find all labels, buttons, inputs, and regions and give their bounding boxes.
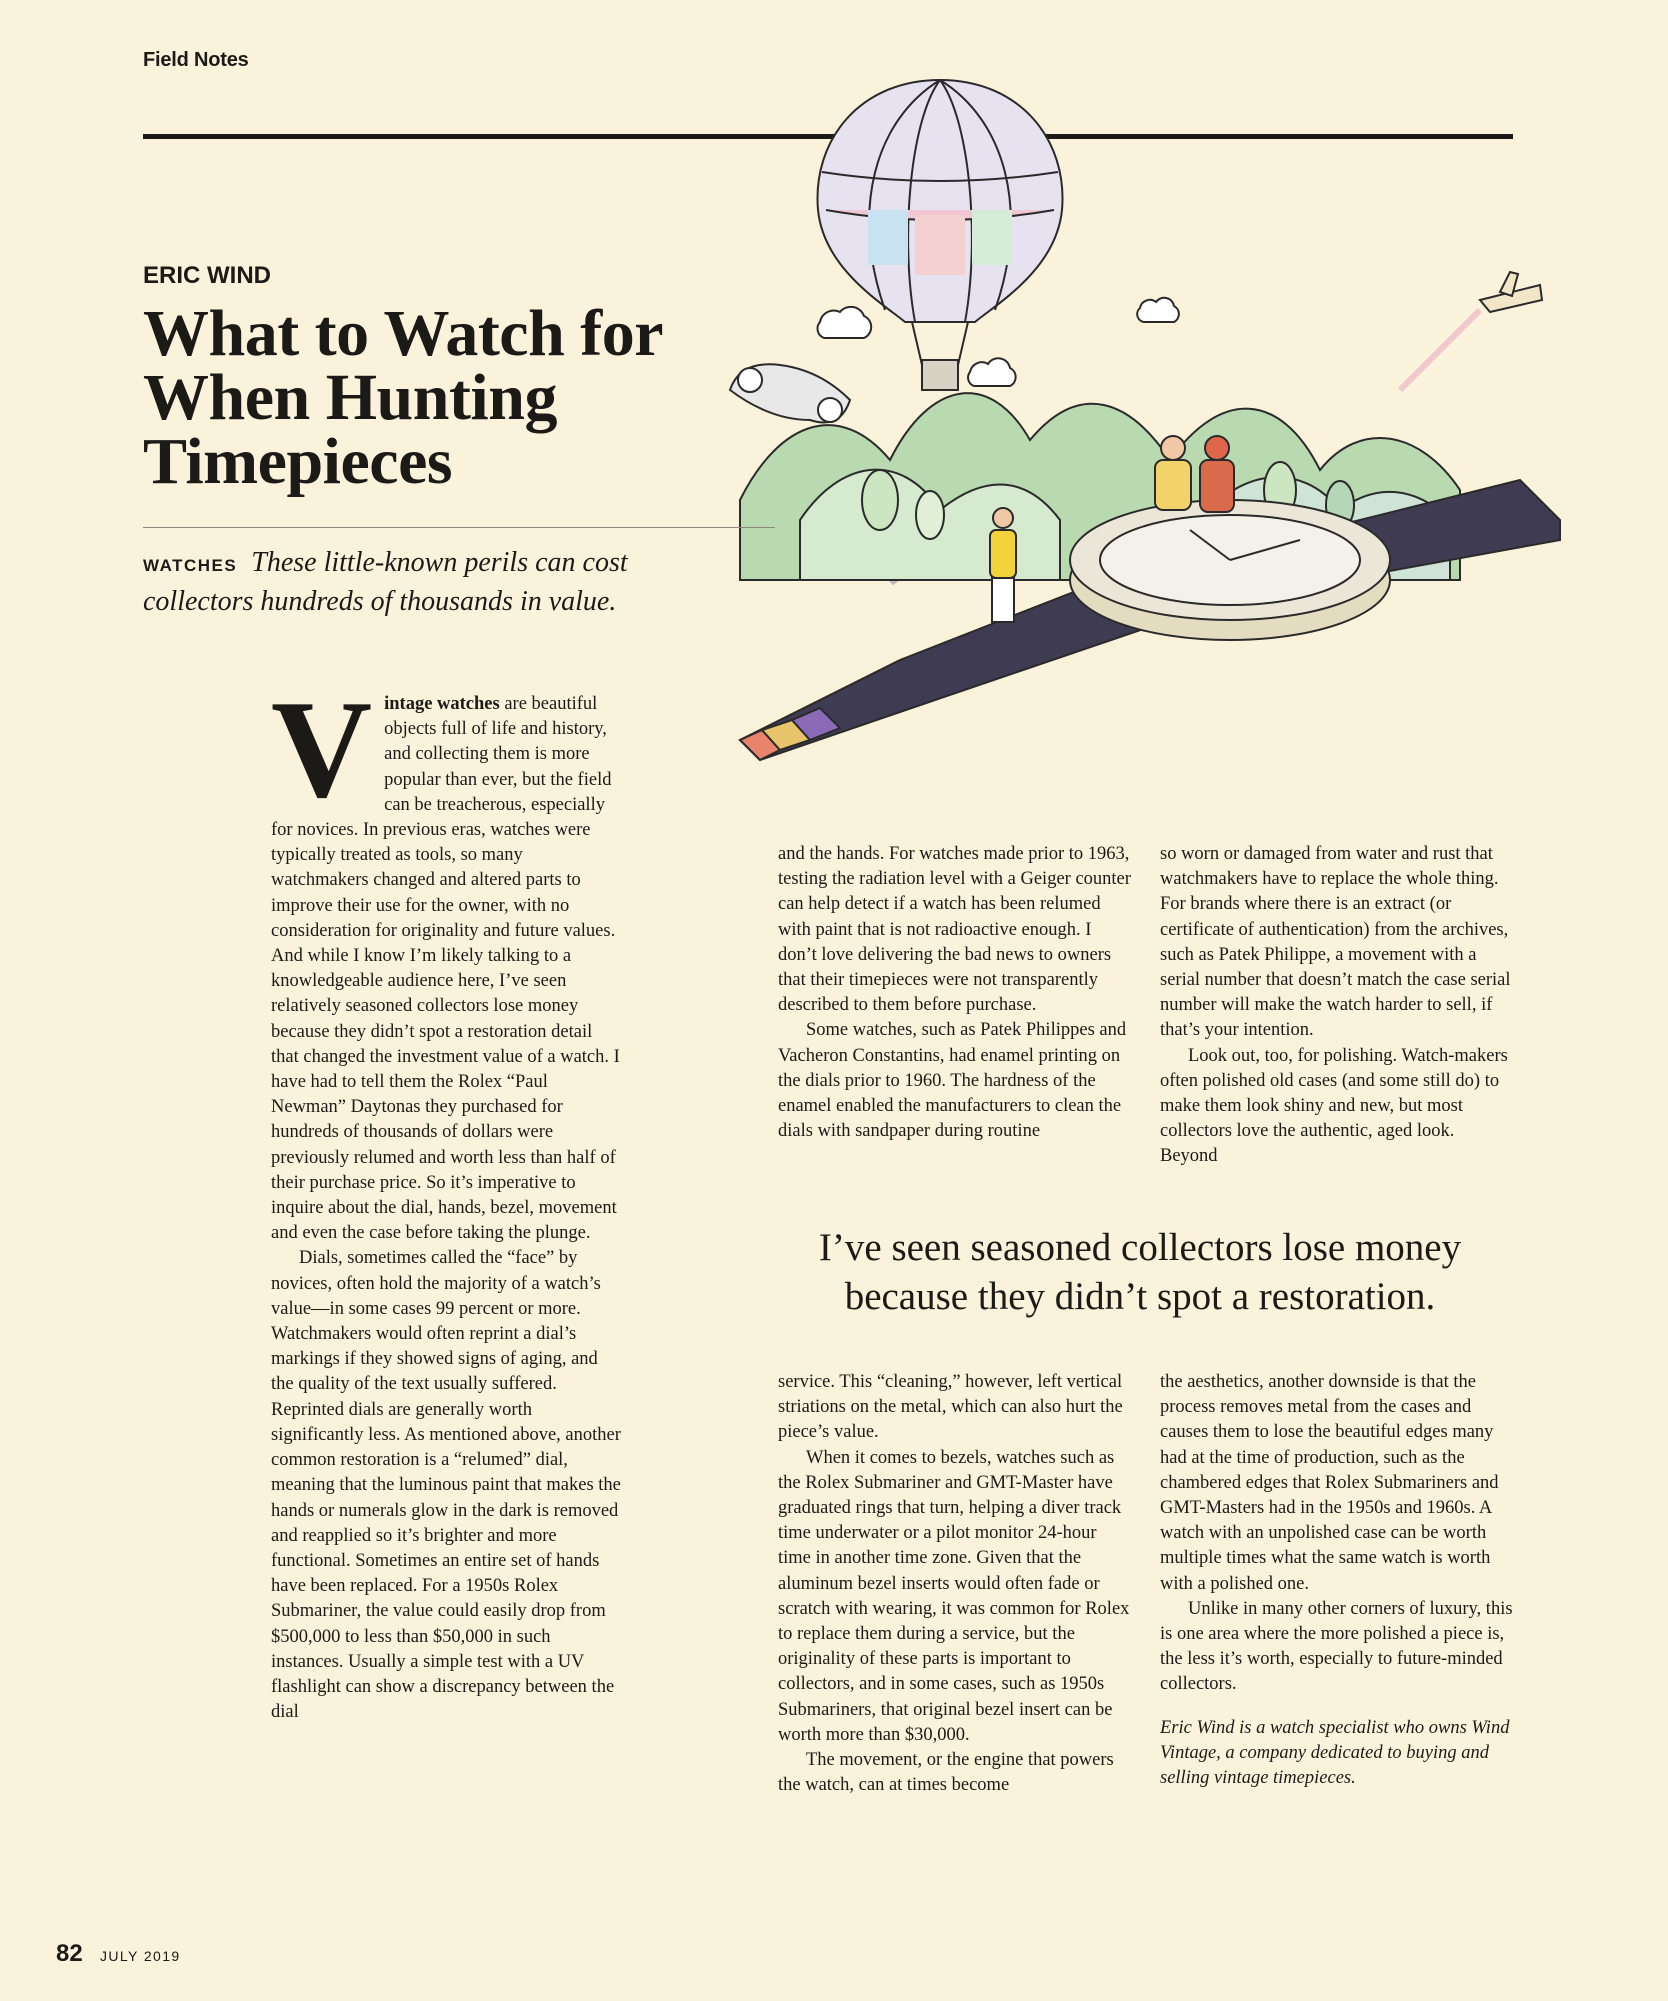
deck [143, 545, 743, 620]
author-bio: Eric Wind is a watch specialist who owns Wind Vintage, a company dedicated to buying and selling vintage timepieces. [1160, 1717, 1510, 1789]
airplane-icon [1400, 272, 1542, 390]
issue-date: JULY 2019 [100, 1948, 181, 1964]
body-column-3-top [1160, 842, 1516, 1170]
watch-case-icon [1070, 500, 1390, 640]
paragraph: Look out, too, for polishing. Watch-makers often polished old cases (and some still do) to make them look shiny and new, but most collectors love the authentic, aged look. Beyond [1160, 1045, 1508, 1167]
lead-in: intage watches [384, 694, 500, 714]
clouds-icon [817, 298, 1178, 386]
body-column-1 [271, 672, 621, 1725]
drop-cap: V [271, 672, 373, 827]
paragraph [271, 672, 621, 1246]
paragraph: Dials, sometimes called the “face” by novices, often hold the majority of a watch’s value—in some cases 99 percent or more. Watchmakers would often reprint a dial’s markings if they showed signs of aging, and the quality of the text usually suffered. Reprinted dials are generally worth significantly less. As mentioned above, another common restoration is a “relumed” dial, meaning that the luminous paint that makes the hands or numerals glow in the dark is removed and reapplied so it’s brighter and more functional. Sometimes an entire set of hands have been replaced. For a 1950s Rolex Submariner, the value could easily drop from $500,000 to less than $50,000 in such instances. Usually a simple test with a UV flashlight can show a discrepancy between the dial [271, 1248, 621, 1723]
headline-rule [143, 527, 775, 528]
body-column-2-top [778, 842, 1134, 1144]
watch-landscape-illustration [700, 60, 1600, 800]
pull-quote: I’ve seen seasoned collectors lose money because they didn’t spot a restoration. [818, 1226, 1462, 1318]
paragraph-text: are beautiful objects full of life and history, and collecting them is more popular than ever, but the field can be treacherous, especially for novices. In previous eras, watches were typically treated as tools, so many watchmakers changed and altered parts to improve their use for the owner, with no consideration for originality and future values. And while I know I’m likely talking to a knowledgeable audience here, I’ve seen relatively seasoned collectors lose money because they didn’t spot a restoration detail that changed the investment value of a watch. I have had to tell them the Rolex “Paul Newman” Daytonas they purchased for hundreds of thousands of dollars were previously relumed and worth less than half of their purchase price. So it’s imperative to inquire about the dial, hands, bezel, movement and even the case before taking the plunge. [271, 694, 620, 1244]
deck-text: These little-known perils can cost collectors hundreds of thousands in value. [143, 547, 628, 617]
paragraph: When it comes to bezels, watches such as the Rolex Submariner and GMT-Master have graduated rings that turn, helping a diver track time underwater or a pilot monitor 24-hour time in another time zone. Given that the aluminum bezel inserts would often fade or scratch with wearing, it was common for Rolex to replace them during a service, but the originality of these parts is important to collectors, and in some cases, such as 1950s Submariners, that original bezel insert can be worth more than $30,000. [778, 1447, 1130, 1745]
paragraph: the aesthetics, another downside is that the process removes metal from the cases and causes them to lose the beautiful edges many had at the time of production, such as the chambered edges that Rolex Submariners and GMT-Masters had in the 1950s and 1960s. A watch with an unpolished case can be worth multiple times what the same watch is worth with a polished one. [1160, 1372, 1499, 1594]
hot-air-balloon-icon [817, 80, 1062, 390]
author-byline: ERIC WIND [143, 262, 271, 289]
body-column-3-bottom [1160, 1370, 1516, 1791]
paragraph: and the hands. For watches made prior to 1963, testing the radiation level with a Geiger counter can help detect if a watch has been relumed with paint that is not radioactive enough. I don’t love delivering the bad news to owners that their timepieces were not transparently described to them before purchase. [778, 844, 1131, 1016]
paragraph: service. This “cleaning,” however, left vertical striations on the metal, which can also hurt the piece’s value. [778, 1372, 1123, 1443]
paragraph: Unlike in many other corners of luxury, this is one area where the more polished a piece is, the less it’s worth, especially to future-minded collectors. [1160, 1598, 1513, 1695]
paragraph: Some watches, such as Patek Philippes and Vacheron Constantins, had enamel printing on the dials prior to 1960. The hardness of the enamel enabled the manufacturers to clean the dials with sandpaper during routine [778, 1020, 1127, 1142]
section-label: Field Notes [143, 49, 249, 71]
body-column-2-bottom [778, 1370, 1134, 1798]
paragraph: so worn or damaged from water and rust that watchmakers have to replace the whole thing. For brands where there is an extract (or certificate of authentication) from the archives, such as Patek Philippe, a movement with a serial number that doesn’t match the case serial number will make the watch harder to sell, if that’s your intention. [1160, 844, 1511, 1041]
kicker: WATCHES [143, 556, 238, 575]
paragraph: The movement, or the engine that powers the watch, can at times become [778, 1750, 1114, 1796]
headline: What to Watch for When Hunting Timepieces [143, 297, 662, 498]
page-number: 82 [56, 1940, 83, 1967]
